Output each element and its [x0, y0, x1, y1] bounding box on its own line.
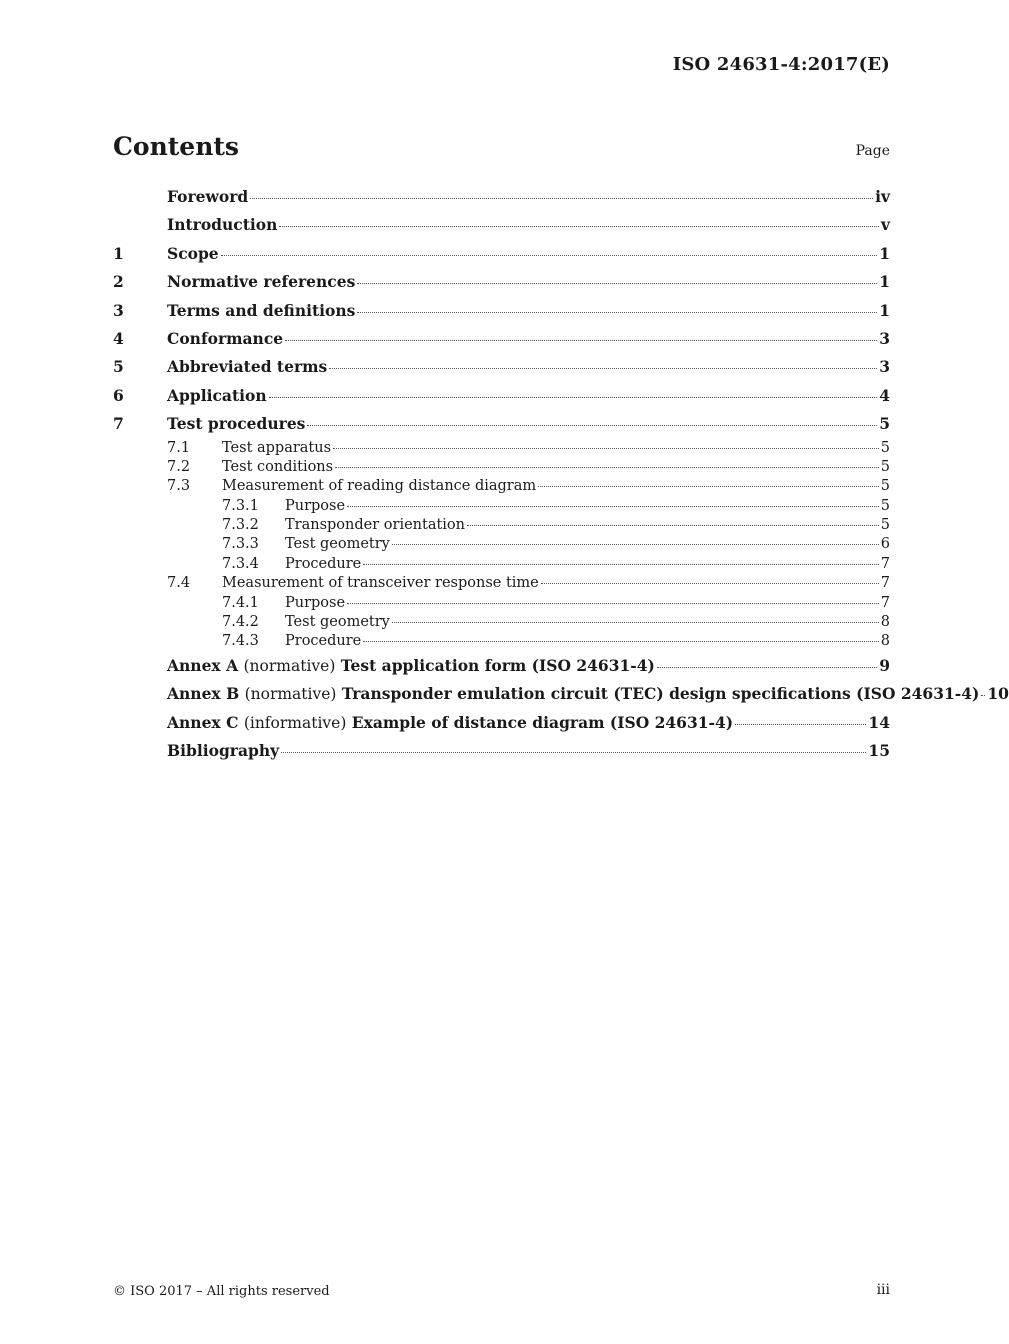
toc-entry-label: Purpose	[285, 497, 346, 514]
toc-entry-page: 5	[880, 458, 890, 475]
dot-leader	[285, 339, 877, 341]
toc-entry-number: 3	[113, 300, 124, 320]
toc-entry[interactable]	[113, 613, 890, 632]
toc-entry[interactable]	[113, 737, 890, 765]
toc-entry-number: 7.3.2	[222, 517, 259, 534]
toc-entry-label: Introduction	[167, 215, 278, 235]
dot-leader	[347, 505, 879, 507]
toc-entry-label: Procedure	[285, 555, 362, 572]
dot-leader	[250, 197, 873, 199]
dot-leader	[363, 563, 879, 565]
annex-kind: (normative)	[244, 685, 337, 704]
toc-entry[interactable]	[113, 594, 890, 613]
toc-entry-number: 6	[113, 385, 124, 405]
toc-entry-number: 4	[113, 328, 124, 348]
toc-entry-page: 9	[879, 655, 890, 675]
dot-leader	[363, 640, 879, 642]
toc-entry-page: 10	[987, 684, 1009, 704]
dot-leader	[333, 447, 879, 449]
dot-leader	[981, 694, 985, 696]
toc-entry[interactable]	[113, 353, 890, 381]
dot-leader	[269, 396, 878, 398]
toc-entry[interactable]	[113, 516, 890, 535]
toc-entry-page: 6	[880, 536, 890, 553]
toc-entry-label	[167, 680, 979, 708]
annex-title: Transponder emulation circuit (TEC) design specifications (ISO 24631-4)	[341, 684, 980, 704]
toc-entry-page: 1	[879, 300, 890, 320]
toc-entry[interactable]	[113, 382, 890, 410]
dot-leader	[392, 621, 879, 623]
toc-entry[interactable]	[113, 632, 890, 651]
toc-entry-page: 7	[880, 594, 890, 611]
toc-entry-page: 7	[880, 575, 890, 592]
toc-entry[interactable]	[113, 497, 890, 516]
toc-entry-page: 5	[880, 439, 890, 456]
contents-title: Contents	[113, 132, 240, 161]
annex-title: Test application form (ISO 24631-4)	[340, 655, 655, 675]
annex-kind: (informative)	[243, 713, 347, 732]
toc-entry-label: Transponder orientation	[285, 517, 466, 534]
toc-entry-page: 1	[879, 243, 890, 263]
toc-entry-number: 7.3.1	[222, 497, 259, 514]
document-id: ISO 24631-4:2017(E)	[672, 54, 890, 75]
page-number: iii	[876, 1282, 890, 1298]
dot-leader	[357, 282, 877, 284]
toc-entry[interactable]	[113, 183, 890, 211]
toc-entry[interactable]	[113, 240, 890, 268]
toc-entry-number: 7.1	[167, 439, 191, 456]
toc-entry-page: 7	[880, 555, 890, 572]
toc-entry[interactable]	[113, 535, 890, 554]
toc-entry-page: 4	[879, 385, 890, 405]
dot-leader	[329, 367, 877, 369]
page-column-label: Page	[855, 143, 890, 159]
toc-entry-label: Test procedures	[167, 414, 306, 434]
toc-entry[interactable]	[113, 268, 890, 296]
toc-entry-label: Foreword	[167, 187, 249, 206]
toc-entry-page: 15	[868, 740, 890, 760]
toc-entry-label	[167, 709, 733, 737]
dot-leader	[735, 723, 866, 725]
toc-entry-number: 7	[113, 414, 124, 434]
toc-entry-label: Test conditions	[222, 458, 334, 475]
dot-leader	[467, 524, 879, 526]
toc-entry[interactable]	[113, 211, 890, 239]
toc-entry-label: Test geometry	[285, 614, 390, 631]
toc-entry-page: 5	[880, 478, 890, 495]
table-of-contents	[113, 183, 1009, 765]
toc-entry[interactable]	[113, 574, 890, 593]
toc-entry-number: 7.4	[167, 575, 191, 592]
dot-leader	[538, 485, 879, 487]
toc-entry-number: 7.3.4	[222, 555, 259, 572]
toc-entry-label: Abbreviated terms	[167, 357, 328, 377]
toc-entry[interactable]	[113, 555, 890, 574]
dot-leader	[357, 311, 877, 313]
toc-entry-number: 1	[113, 243, 124, 263]
toc-entry-number: 7.4.1	[222, 594, 259, 611]
toc-entry-number: 5	[113, 357, 124, 377]
toc-entry-label: Measurement of transceiver response time	[222, 575, 539, 592]
toc-entry-label: Procedure	[285, 633, 362, 650]
toc-entry-label: Normative references	[167, 272, 356, 292]
toc-entry-number: 7.3.3	[222, 536, 259, 553]
annex-label: Annex B	[167, 684, 240, 704]
dot-leader	[392, 543, 879, 545]
toc-entry-label: Test geometry	[285, 536, 390, 553]
toc-entry[interactable]	[113, 325, 890, 353]
toc-entry[interactable]	[113, 439, 890, 458]
toc-entry-number: 7.4.3	[222, 633, 259, 650]
toc-entry-page: 3	[879, 328, 890, 348]
annex-label: Annex A	[167, 655, 239, 675]
toc-entry-label: Measurement of reading distance diagram	[222, 478, 537, 495]
dot-leader	[221, 254, 878, 256]
dot-leader	[347, 602, 879, 604]
toc-entry[interactable]	[113, 652, 890, 680]
toc-entry-page: 1	[879, 272, 890, 292]
toc-entry-page: 5	[880, 497, 890, 514]
toc-entry-number: 7.3	[167, 478, 191, 495]
dot-leader	[335, 466, 879, 468]
copyright-notice: © ISO 2017 – All rights reserved	[113, 1284, 330, 1299]
toc-entry[interactable]	[113, 410, 890, 438]
annex-label: Annex C	[167, 712, 239, 732]
toc-entry[interactable]	[113, 477, 890, 496]
annex-title: Example of distance diagram (ISO 24631-4)	[351, 712, 734, 732]
dot-leader	[657, 666, 877, 668]
toc-entry-label: Purpose	[285, 594, 346, 611]
toc-entry-page: 8	[880, 633, 890, 650]
toc-entry-number: 2	[113, 272, 124, 292]
toc-entry-page: iv	[875, 187, 890, 206]
toc-entry-label: Bibliography	[167, 740, 280, 760]
dot-leader	[279, 225, 879, 227]
toc-entry-page: 3	[879, 357, 890, 377]
toc-entry-page: v	[880, 215, 890, 235]
toc-entry[interactable]	[113, 709, 890, 737]
toc-entry-label: Application	[167, 385, 267, 405]
toc-entry[interactable]	[113, 458, 890, 477]
toc-entry-page: 5	[879, 414, 890, 434]
toc-entry-label: Terms and definitions	[167, 300, 356, 320]
toc-entry-label: Scope	[167, 243, 219, 263]
toc-entry[interactable]	[113, 680, 1009, 708]
dot-leader	[281, 751, 866, 753]
toc-entry-page: 14	[868, 712, 890, 732]
annex-kind: (normative)	[243, 656, 336, 675]
toc-entry-label	[167, 652, 655, 680]
toc-entry-number: 7.2	[167, 458, 191, 475]
toc-entry-label: Conformance	[167, 328, 284, 348]
toc-entry-page: 8	[880, 614, 890, 631]
dot-leader	[541, 582, 879, 584]
toc-entry[interactable]	[113, 297, 890, 325]
toc-entry-page: 5	[880, 517, 890, 534]
dot-leader	[307, 424, 877, 426]
toc-entry-label: Test apparatus	[222, 439, 332, 456]
toc-entry-number: 7.4.2	[222, 614, 259, 631]
